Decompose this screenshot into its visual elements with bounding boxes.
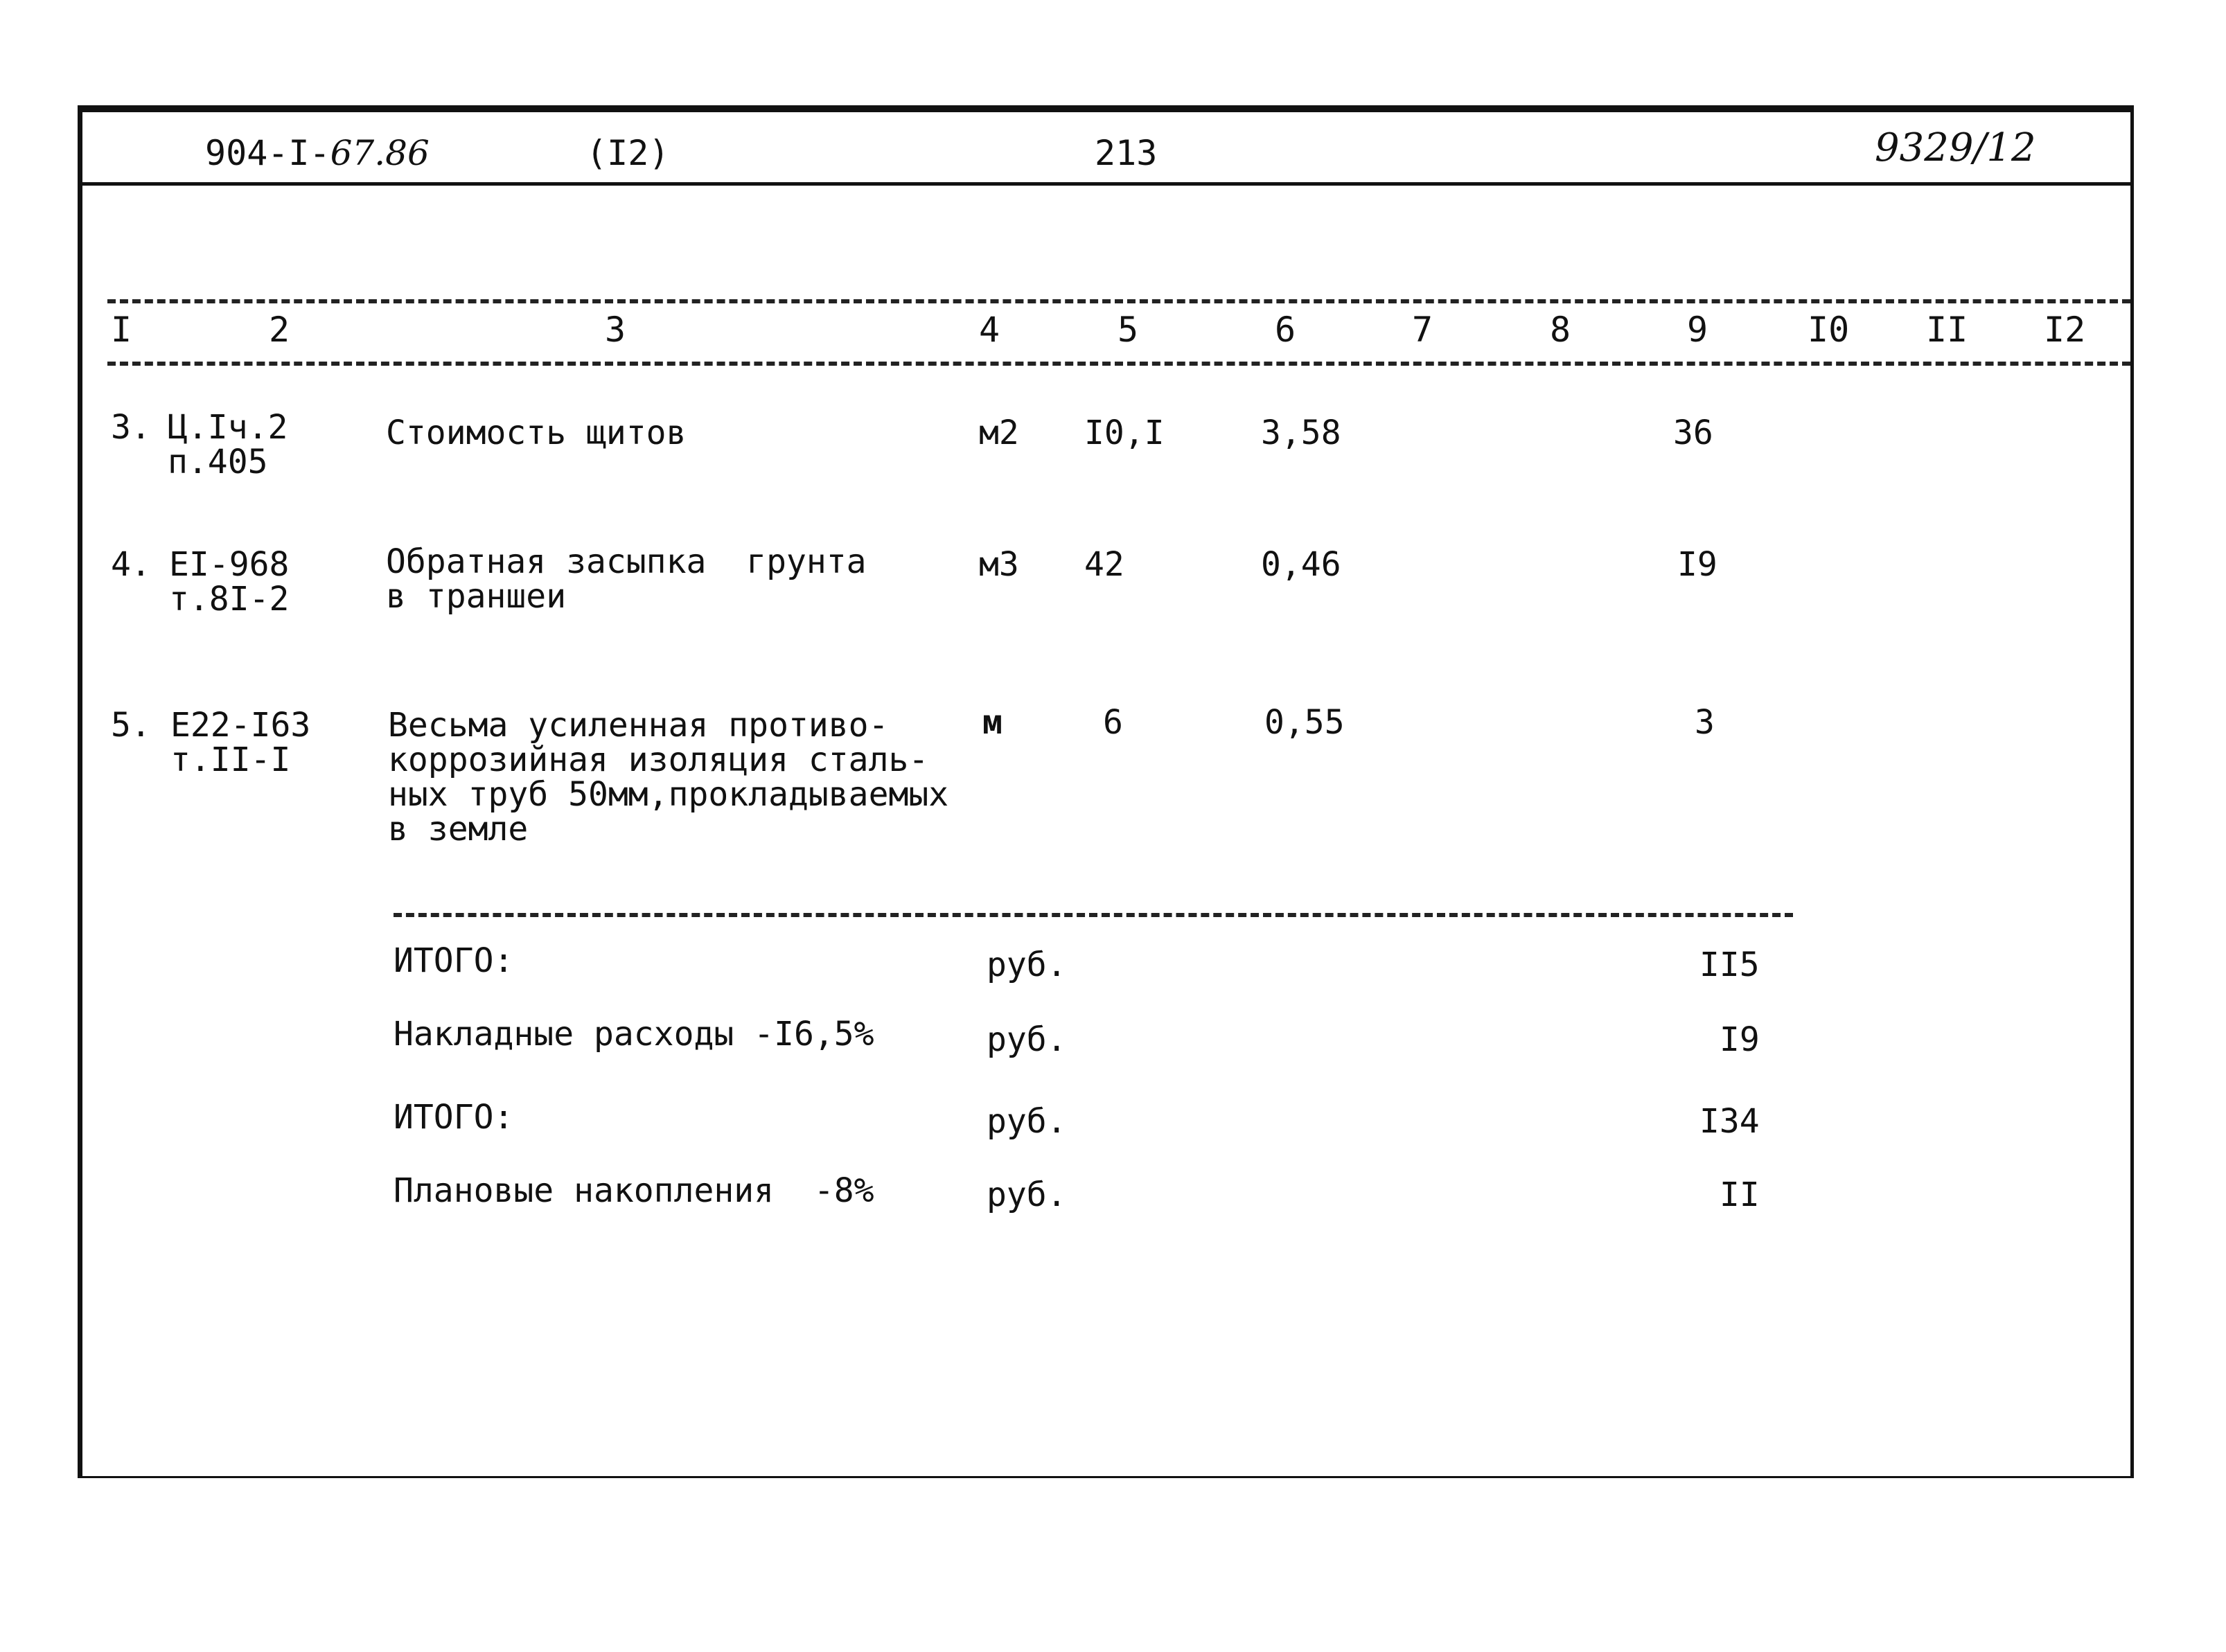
row-4-total: I9 xyxy=(1677,545,1717,584)
row-3-price: 3,58 xyxy=(1261,414,1341,452)
row-4-price: 0,46 xyxy=(1261,545,1341,584)
planned-savings-unit: руб. xyxy=(987,1175,1067,1214)
row-3-total: 36 xyxy=(1673,414,1713,452)
row-4-unit: м3 xyxy=(979,545,1019,584)
column-number-2: 2 xyxy=(269,310,290,350)
document-code xyxy=(205,133,430,173)
column-number-10: I0 xyxy=(1808,310,1850,350)
document-code-series: 904-I- xyxy=(205,133,330,173)
total-label: ИТОГО: xyxy=(394,1098,514,1137)
row-5-price: 0,55 xyxy=(1264,703,1345,742)
planned-savings-label: Плановые накопления -8% xyxy=(394,1171,874,1210)
column-header-top-rule xyxy=(107,299,2130,303)
column-number-9: 9 xyxy=(1687,310,1708,350)
row-5-quantity: 6 xyxy=(1103,703,1123,742)
overhead-unit: руб. xyxy=(987,1020,1067,1059)
total-value: I34 xyxy=(1699,1102,1760,1141)
part-number: (I2) xyxy=(586,133,670,173)
column-number-3: 3 xyxy=(605,310,626,350)
row-3-quantity: I0,I xyxy=(1084,414,1165,452)
column-number-12: I2 xyxy=(2044,310,2086,350)
subtotal-unit: руб. xyxy=(987,945,1067,984)
row-5-unit: м xyxy=(982,703,1002,742)
row-4-code: EI-968 т.8I-2 xyxy=(169,545,290,619)
column-number-7: 7 xyxy=(1412,310,1433,350)
sheet-reference: 9329/12 xyxy=(1875,125,2036,170)
row-4-name: Обратная засыпка грунта в траншеи xyxy=(386,542,867,616)
column-number-4: 4 xyxy=(979,310,1000,350)
row-3-name: Стоимость щитов xyxy=(386,414,687,452)
column-number-1: I xyxy=(111,310,132,350)
subtotal-label: ИТОГО: xyxy=(394,941,514,980)
column-number-6: 6 xyxy=(1275,310,1296,350)
subtotal-value: II5 xyxy=(1699,945,1760,984)
planned-savings-value: II xyxy=(1720,1175,1760,1214)
row-4-quantity: 42 xyxy=(1084,545,1124,584)
row-5-number: 5. xyxy=(111,706,151,745)
row-3-code: Ц.Iч.2 п.405 xyxy=(168,408,288,481)
row-5-name: Весьма усиленная противо- коррозийная изоляция сталь- ных труб 50мм,прокладываемых в земле xyxy=(388,706,949,849)
summary-divider xyxy=(394,913,1793,917)
column-number-11: II xyxy=(1926,310,1968,350)
row-5-code: E22-I63 т.II-I xyxy=(170,706,311,779)
document-code-year: 67.86 xyxy=(330,133,430,173)
overhead-value: I9 xyxy=(1720,1020,1760,1059)
header-divider xyxy=(82,182,2132,186)
column-header-bottom-rule xyxy=(107,362,2130,366)
overhead-label: Накладные расходы -I6,5% xyxy=(394,1015,874,1054)
row-3-number: 3. xyxy=(111,408,151,447)
row-5-total: 3 xyxy=(1695,703,1715,742)
row-4-number: 4. xyxy=(111,545,151,584)
page-number: 213 xyxy=(1095,133,1158,173)
total-unit: руб. xyxy=(987,1102,1067,1141)
row-3-unit: м2 xyxy=(979,414,1019,452)
column-number-8: 8 xyxy=(1550,310,1571,350)
column-number-5: 5 xyxy=(1118,310,1139,350)
